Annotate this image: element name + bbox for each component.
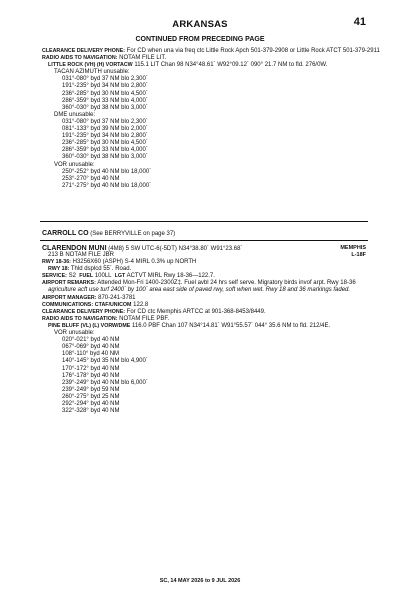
list-item: 253°-270° byd 40 NM	[62, 175, 120, 182]
list-item: 239°-249° byd 40 NM blo 6,000´	[62, 379, 148, 386]
airport-elevation-line: 213 B NOTAM FILE JBR	[48, 252, 114, 258]
vortac-line: LITTLE ROCK (VH) (H) VORTACW 115.1 LIT Chan 98 N34°48.61´ W92°09.12´ 090° 21.7 NM to fld. 276/0W.	[48, 62, 328, 69]
section-divider	[40, 240, 368, 241]
vor-list	[42, 337, 366, 415]
list-item: 020°-021° byd 40 NM	[62, 337, 120, 344]
list-item: 031°-080° byd 37 NM blo 2,300´	[62, 76, 148, 83]
list-item: 170°-172° byd 40 NM	[62, 365, 120, 372]
list-item: 250°-252° byd 40 NM blo 18,000´	[62, 168, 152, 175]
airport-manager-line: AIRPORT MANAGER: 870-241-3781	[42, 294, 136, 301]
service-line: SERVICE: S2 FUEL 100LL LGT ACTVT MIRL Rwy 18-36—122.7.	[42, 273, 215, 280]
tacan-label: TACAN AZIMUTH unusable:	[54, 69, 130, 76]
airport-id-line: (4M8) 5 SW UTC-6(-5DT) N34°38.80´ W91°23.68´	[108, 246, 243, 252]
runway-line: RWY 18-36: H3256X60 (ASPH) S-4 MIRL 0.3% up NORTH	[42, 259, 197, 266]
dme-list	[42, 119, 366, 162]
list-item: 031°-080° byd 37 NM blo 2,300´	[62, 118, 148, 125]
airport-remarks: AIRPORT REMARKS: Attended Mon-Fri 1400-2300Z‡. Fuel avbl 24 hrs self serve. Migratory birds invof arpt. Rwy 18-36	[42, 280, 356, 287]
list-item: 239°-249° byd 59 NM	[62, 386, 120, 393]
page-footer: SC, 14 MAY 2026 to 9 JUL 2026	[159, 578, 241, 584]
list-item: 176°-178° byd 40 NM	[62, 372, 120, 379]
list-item: 260°-275° byd 25 NM	[62, 393, 120, 400]
carroll-see-reference[interactable]: (See BERRYVILLE on page 37)	[90, 231, 176, 237]
vor-label: VOR unusable:	[54, 161, 95, 168]
clearance-delivery-line: CLEARANCE DELIVERY PHONE: For CD ctc Memphis ARTCC at 901-368-8453/8449.	[42, 308, 266, 315]
runway-18-line: RWY 18: Thld dsplcd 55´. Road.	[48, 266, 132, 273]
chart-name: MEMPHIS	[340, 245, 366, 251]
list-item: 191°-235° byd 34 NM blo 2,800´	[62, 83, 148, 90]
page-state-title: ARKANSAS	[172, 19, 228, 30]
clearance-delivery-line: CLEARANCE DELIVERY PHONE: For CD when una via freq ctc Little Rock Apch 501-379-2908 or Little Rock ATCT 501-379-2911	[42, 48, 380, 54]
section-divider	[40, 221, 368, 222]
list-item: 271°-275° byd 40 NM blo 18,000´	[62, 182, 152, 189]
list-item: 360°-030° byd 38 NM blo 3,000´	[62, 104, 148, 111]
airport-remarks-continued: agriculture acft use turf 2400´ by 100´ area east side of paved rwy, soft when wet. Rwy 18 and 36 markings faded.	[48, 287, 351, 294]
list-item: 067°-069° byd 40 NM	[62, 344, 120, 351]
pine-bluff-vor-line: PINE BLUFF (VL) (L) VORW/DME 116.0 PBF Chan 107 N34°14.81´ W91°55.57´ 044° 35.6 NM to fld. 212/4E.	[48, 322, 331, 329]
continued-section	[42, 48, 380, 190]
list-item: 322°-328° byd 40 NM	[62, 408, 120, 415]
list-item: 292°-294° byd 40 NM	[62, 400, 120, 407]
clarendon-section	[42, 252, 366, 415]
carroll-entry	[42, 230, 175, 238]
chart-code: L-18F	[351, 252, 366, 258]
carroll-name: CARROLL CO	[42, 230, 89, 237]
airport-name: CLARENDON MUNI	[42, 245, 107, 252]
list-item: 286°-359° byd 33 NM blo 4,000´	[62, 147, 148, 154]
dme-label: DME unusable:	[54, 111, 96, 118]
list-item: 140°-145° byd 35 NM blo 4,900´	[62, 358, 148, 365]
list-item: 236°-285° byd 30 NM blo 4,500´	[62, 90, 148, 97]
communications-line: COMMUNICATIONS: CTAF/UNICOM 122.8	[42, 301, 149, 308]
list-item: 286°-359° byd 33 NM blo 4,000´	[62, 97, 148, 104]
list-item: 360°-030° byd 38 NM blo 3,000´	[62, 154, 148, 161]
radio-aids-line: RADIO AIDS TO NAVIGATION: NOTAM FILE PBF.	[42, 315, 170, 322]
page-number: 41	[353, 16, 366, 28]
continued-heading: CONTINUED FROM PRECEDING PAGE	[135, 36, 265, 43]
list-item: 191°-235° byd 34 NM blo 2,800´	[62, 133, 148, 140]
list-item: 236°-285° byd 30 NM blo 4,500´	[62, 140, 148, 147]
vor-label: VOR unusable:	[54, 330, 95, 337]
radio-aids-line: RADIO AIDS TO NAVIGATION: NOTAM FILE LIT.	[42, 55, 167, 62]
list-item: 108°-110° byd 40 NM	[62, 351, 120, 358]
tacan-list	[42, 76, 366, 111]
list-item: 081°-133° byd 39 NM blo 2,000´	[62, 126, 148, 133]
vor-list	[42, 169, 366, 190]
